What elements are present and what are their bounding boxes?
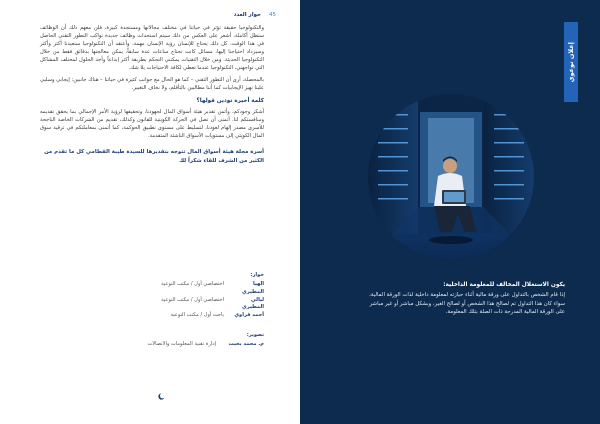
caption-title: يكون الاستغلال المخالف للمعلومة الداخلية: [443,282,565,288]
page-header [40,12,276,18]
paragraph: والتكنولوجيا حقيقة تؤثر في حياتنا في مختلف مجالاتها ومستجدة كبيرة، فلن معهم ذلك أن الوظائف ستظل أكاملة، أشعر على العكس من ذلك سيتم استحداث وظائف جديدة تواكب التطور التقني الحاصل في هذا الوقت، كل ذلك يحتاج للإنسان رؤية الإنسان مهمة، وأعتقد أن التكنولوجيا ستعيدنا أكثر وأكثر وسيزداد احتياجنا إليها، مسائل كانت تحتاج ساعات عدة سابقاً، يمكن معالجتها بدقائق فقط من خلال التكنولوجيا الحديثة. ومن خلال التقنيات يمكنني التحكم بطريقة أكثر إبداعاً وأجد الحلول لمختلف المشاكل التي تواجهني، التكنولوجيا عندما تعطي لكافة الاحتياجات بلا شك. [40,25,264,72]
interviewer-name: ليالي المطيري [242,296,264,311]
credit-row [84,341,264,349]
interviewer-name: الهيا المطيري [242,281,264,295]
interviewer-role: اختصاصي أول / مكتب التوعية [161,281,224,287]
credits [84,272,264,349]
photo-credit [84,332,264,349]
photographer-role: إدارة تقنية المعلومات والاتصالات [147,340,216,347]
crescent-logo-icon [158,393,165,400]
page-number: 45 [269,12,276,18]
interview-label: حوار: [250,272,264,278]
credit-row [84,281,264,297]
interviewer-role: باحث أول / مكتب التوعية [170,312,224,319]
credit-row [84,297,264,313]
awareness-tab-label: إعلان توعوي [567,41,575,83]
right-page [300,0,600,424]
article-body [40,24,264,92]
interviewer-name: أحمد فراوي [234,312,264,319]
awareness-tab [564,22,578,102]
question-heading: كلمة أخيرة تودين قولها؟ [196,97,264,104]
server-room-photo [368,94,534,260]
credit-row [84,312,264,320]
caption-text: إذا قام الشخص بالتداول على ورقة مالية أثناء حيازته لمعلومة داخلية لذات الورقة المالية، سواء كان هذا التداول تم لصالح هذا الشخص أو لصالح الغير، وبشكل مباشر أو غير مباشر على الورقة المالية المدرجة ذات الصلة بتلك المعلومة. [369,292,565,316]
answer-paragraph: أشكر وجودكم، وأثمن تقدير هيئة أسواق المال لجهودنا، وتحقيقها لرؤية الأمر الإجمالي بما يحقق تقديمه ومنافستكم لنا. أتمنى أن تصل في الحركة الكويتية للقانون وكذلك، تقديم من الشركات الخاصة الناجحة للأسرى مصدر إلهام لعودنا، لتسليط على مستوى تطبيق الحوكمة، كما أتمنى بمعاملتكم في ترقية سوق المال الكويتي إلى مستويات الأسواق الناشئة المتقدمة. [40,108,264,140]
interviewer-role: اختصاصي أول / مكتب التوعية [161,296,224,303]
photographer-name: م. محمد بخيت [228,340,264,347]
photo-label: تصوير: [246,331,264,338]
server-room-illustration [368,94,534,260]
paragraph: بالمحصلة، أرى أن التطور التقني – كما هو الحال مع جوانب كثيرة في حياتنا – هناك جانبين: إيجابي وسلبي علينا نهيز الإيجابيات كما أننا مطالبين بالتأقلم، ولا نخاف التغيير. [40,76,264,91]
awareness-caption [365,282,565,317]
closing-highlight: أسرة مجلة هيئة أسواق المال تتوجه بتقديرها للسيدة طيبة القطامي كل ما تقدم من الكثير من الشرف للقاء شكراً لك [44,149,264,164]
answer-text [40,108,264,140]
section-title: حوار العدد [233,12,261,18]
